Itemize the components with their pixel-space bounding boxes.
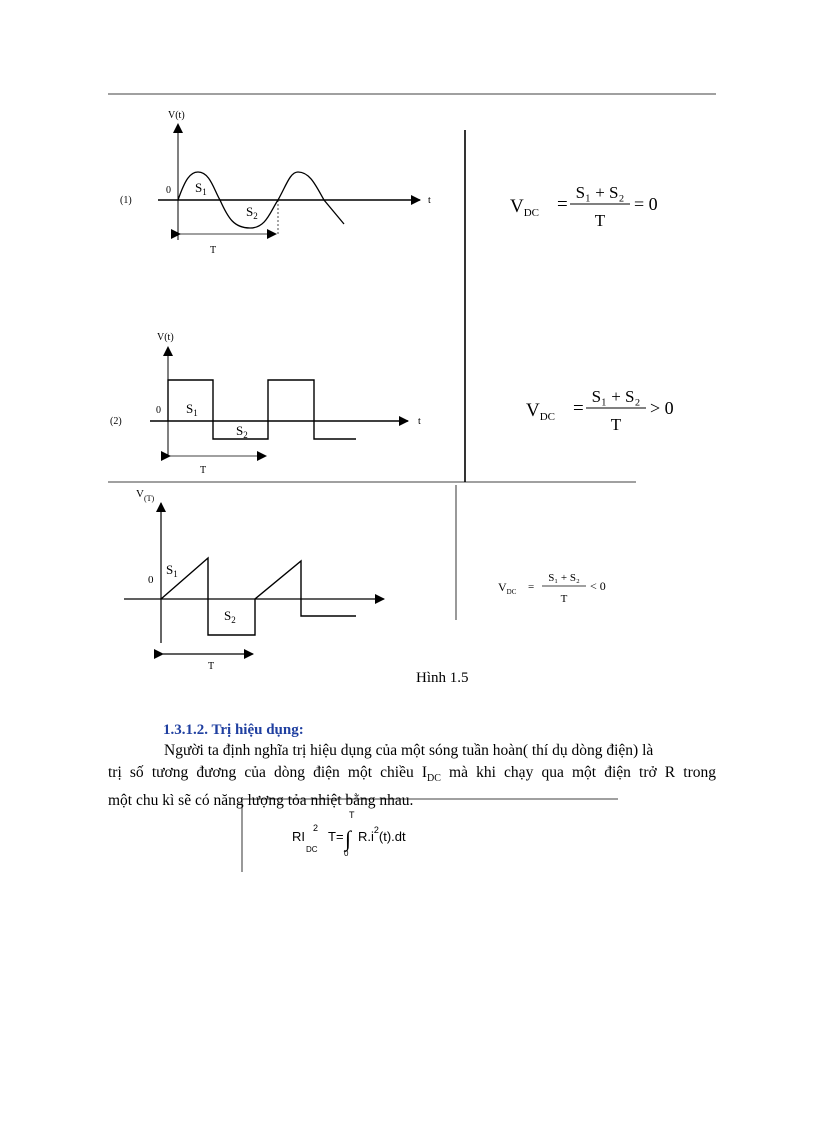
formula2-numerator: S₁ + S₂: [591, 387, 641, 406]
graph2-x-label: t: [418, 416, 421, 427]
equation-integrand-sup: 2: [373, 825, 379, 835]
formula2-denominator: T: [610, 415, 622, 434]
graph2-area2: $S_2$: [236, 423, 248, 440]
formula-vdc-positive: [526, 380, 706, 440]
svg-text:VDC: [510, 196, 539, 219]
equation-integrand-b: (t).dt: [378, 829, 406, 844]
graph-sine: [110, 100, 450, 270]
graph3-area1: $S_1$: [166, 562, 178, 579]
graph3-origin: 0: [148, 574, 154, 586]
equation-lhs: RI: [292, 829, 305, 844]
formula3-lhs-sub: DC: [506, 588, 517, 596]
svg-text:VDC: [498, 580, 517, 596]
sawtooth-wave: [161, 558, 356, 635]
graph1-period: T: [210, 245, 217, 256]
formula2-svg: [526, 380, 706, 440]
formula1-lhs-sub: DC: [523, 207, 540, 219]
svg-text:R.i2(t).dt: [358, 825, 406, 844]
graph2-origin: 0: [156, 405, 161, 416]
graph3-y-label: $V_{(T)}$: [136, 488, 155, 503]
equation-lower-limit: 0: [344, 849, 349, 858]
rms-equation: [240, 796, 620, 876]
section-heading: 1.3.1.2. Trị hiệu dụng:: [163, 722, 304, 738]
formula3-numerator: S₁ + S₂: [548, 572, 580, 584]
formula-vdc-negative: [498, 566, 638, 610]
formula3-lhs: V: [498, 580, 507, 594]
formula3-svg: [498, 566, 638, 610]
graph1-index: (1): [120, 195, 132, 206]
formula1-relation: = 0: [634, 194, 658, 214]
equation-lhs-sub: DC: [306, 845, 318, 854]
equation-lhs-sup: 2: [313, 823, 319, 833]
graph-sawtooth: [110, 483, 430, 673]
graph3-area2: $S_2$: [224, 608, 236, 625]
equation-upper-limit: T: [349, 810, 355, 820]
formula1-svg: [510, 176, 690, 236]
svg-text:VDC: [526, 400, 555, 423]
formula1-equals: =: [557, 194, 568, 215]
formula-vdc-zero: [510, 176, 690, 236]
graph1-area1: $S_1$: [195, 180, 207, 197]
formula2-relation: > 0: [650, 398, 674, 418]
formula2-lhs: V: [526, 400, 540, 421]
graph3-period: T: [208, 661, 215, 672]
formula1-denominator: T: [594, 211, 606, 230]
formula1-lhs: V: [510, 196, 524, 217]
formula3-relation: < 0: [590, 579, 606, 593]
paragraph-line-3: một chu kì sẽ có năng lượng tỏa nhiệt bằng nhau.: [108, 792, 414, 810]
graph2-period: T: [200, 465, 207, 476]
formula3-equals: =: [528, 581, 535, 593]
graph1-x-label: t: [428, 195, 431, 206]
formula1-numerator: S₁ + S₂: [575, 183, 625, 202]
formula2-lhs-sub: DC: [539, 411, 556, 423]
equation-integral: ∫: [345, 826, 352, 851]
graph-square: [100, 325, 450, 480]
graph1-area2: $S_2$: [246, 204, 258, 221]
graph2-y-label: V(t): [157, 332, 174, 343]
formula2-equals: =: [573, 398, 584, 419]
formula3-denominator: T: [560, 593, 568, 605]
equation-integrand-a: R.i: [358, 829, 374, 844]
graph1-origin: 0: [166, 185, 171, 196]
graph2-index: (2): [110, 416, 122, 427]
figure-caption: Hình 1.5: [416, 670, 469, 686]
graph2-area1: $S_1$: [186, 401, 198, 418]
graph1-y-label: V(t): [168, 110, 185, 121]
equation-t-equals: T=: [328, 829, 344, 844]
paragraph-line-1: Người ta định nghĩa trị hiệu dụng của một sóng tuần hoàn( thí dụ dòng điện) là: [164, 742, 654, 759]
paragraph-line-2: trị số tương đương của dòng điện một chiều $I_{DC}$ mà khi chạy qua một điện trở R trong: [108, 764, 716, 785]
